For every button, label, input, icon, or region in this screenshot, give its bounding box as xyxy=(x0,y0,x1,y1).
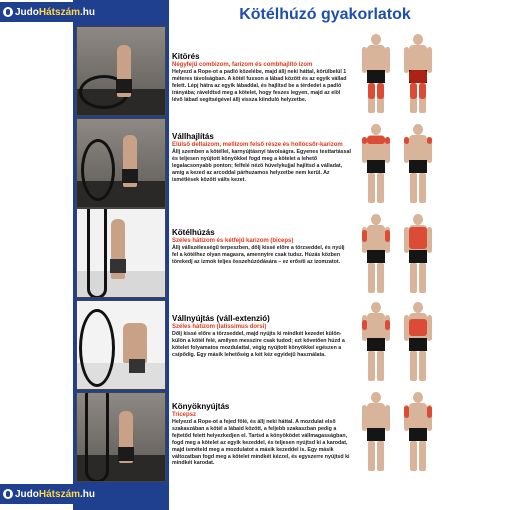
anatomy-back-3 xyxy=(404,214,432,294)
exercise-photo-2 xyxy=(76,118,166,208)
anatomy-back-1 xyxy=(404,34,432,114)
exercise-title: Kötélhúzás xyxy=(172,228,215,237)
brand-logo-bottom[interactable]: Judo Hátszám .hu xyxy=(0,484,96,504)
exercise-muscles: Széles hátizom és kétfejű karizom (biceps) xyxy=(172,238,294,244)
exercise-muscles: Széles hátizom (latissimus dorsi) xyxy=(172,324,267,330)
exercise-muscles: Tricepsz xyxy=(172,412,197,418)
exercise-section-2 xyxy=(172,132,352,184)
exercise-description: Helyezd a Rope-ot a padló közelébe, majd állj neki háttal, körülbelül 1 méteres távolságban. A kötél fusson a lábad között és az egyik vállad felett. Lépj hátra az egyik lábaddal, és hajlítsd be a térdedet a padló irányába; ráveldtsd meg a kötelet, hogy feszes legyen, majd az elöl lévő lábad segítségével állj vissza kiinduló helyzetbe. xyxy=(172,69,347,103)
exercise-section-1 xyxy=(172,52,352,104)
brand-logo-top[interactable]: Judo Hátszám .hu xyxy=(0,2,96,22)
exercise-muscles: Négyfejű combizom, farizom és combhajlító izom xyxy=(172,62,313,68)
exercise-title: Vállhajlítás xyxy=(172,132,214,141)
exercise-section-3 xyxy=(172,228,352,266)
anatomy-front-2 xyxy=(362,124,390,204)
exercise-photo-1 xyxy=(76,26,166,116)
exercise-photo-5 xyxy=(76,392,166,482)
exercise-description: Helyezd a Rope-ot a fejed fölé, és állj neki háttal. A mozdulat első szakaszában a kötél a lábaid között, a feljebb szakaszban pedig a fejtetőd felett helyezkedjen el. Tartsd a könyöködet vállmagasságban, fogd meg a kötelet az egyik kezeddel, és teljesen nyújtsd ki a karodat, majd ismételd meg a mozdulatot a másik kezeddel is. Egy másik változatban fogd meg a kötelet mindkét kézzel, és egyszerre nyújtsd ki mindkét karodat. xyxy=(172,419,350,467)
anatomy-front-5 xyxy=(362,392,390,472)
anatomy-back-4 xyxy=(404,302,432,382)
judo-logo-icon xyxy=(3,489,13,499)
judo-logo-icon xyxy=(3,7,13,17)
exercise-title: Könyöknyújtás xyxy=(172,402,230,411)
exercise-description: Állj szemben a kötéllel, karnyújtásnyi távolságra. Egyenes testtartással és teljesen nyújtott könyökkel fogd meg a kötelet a lehető legalacsonyabb ponton; felfelé nézö hüvelykujjal hajlítsd a válladat, amíg a kezed az arcoddal párhuzamos helyzetbe nem kerül. Az ismétlések között válts kezet. xyxy=(172,149,351,183)
exercise-section-5 xyxy=(172,402,352,467)
exercise-photo-3 xyxy=(76,208,166,298)
anatomy-front-1 xyxy=(362,34,390,114)
exercise-section-4 xyxy=(172,314,352,359)
anatomy-front-4 xyxy=(362,302,390,382)
anatomy-back-5 xyxy=(404,392,432,472)
exercise-description: Állj vállszélességű terpeszben, dőlj kissé előre a törzseddel, és nyúlj fel a kötélhez olyan magasra, amennyire csak tudsz. Húzás közben törekedj az izmok teljes összehúzódására – ez erősíti az izomzatot. xyxy=(172,245,345,265)
anatomy-back-2 xyxy=(404,124,432,204)
exercise-description: Dőlj kissé előre a törzseddel, majd nyújts ki mindkét kezedet külön-külön a kötél felé, amilyen messzire csak tudod; ezt követően húzd a kötelet folyamatos mozdulattal, végig nyújtott könyökkel egészen a csípődig. Egy másik lehetőség a két kéz egyidejű használata. xyxy=(172,331,345,358)
exercise-photo-4 xyxy=(76,300,166,390)
exercise-muscles: Elülső deltaizom, mellizom felső része és hollócsőr-karizom xyxy=(172,142,343,148)
anatomy-front-3 xyxy=(362,214,390,294)
exercise-title: Kitörés xyxy=(172,52,200,61)
exercise-title: Vállnyújtás (váll-extenzió) xyxy=(172,314,270,323)
page-title: Kötélhúzó gyakorlatok xyxy=(239,6,411,23)
